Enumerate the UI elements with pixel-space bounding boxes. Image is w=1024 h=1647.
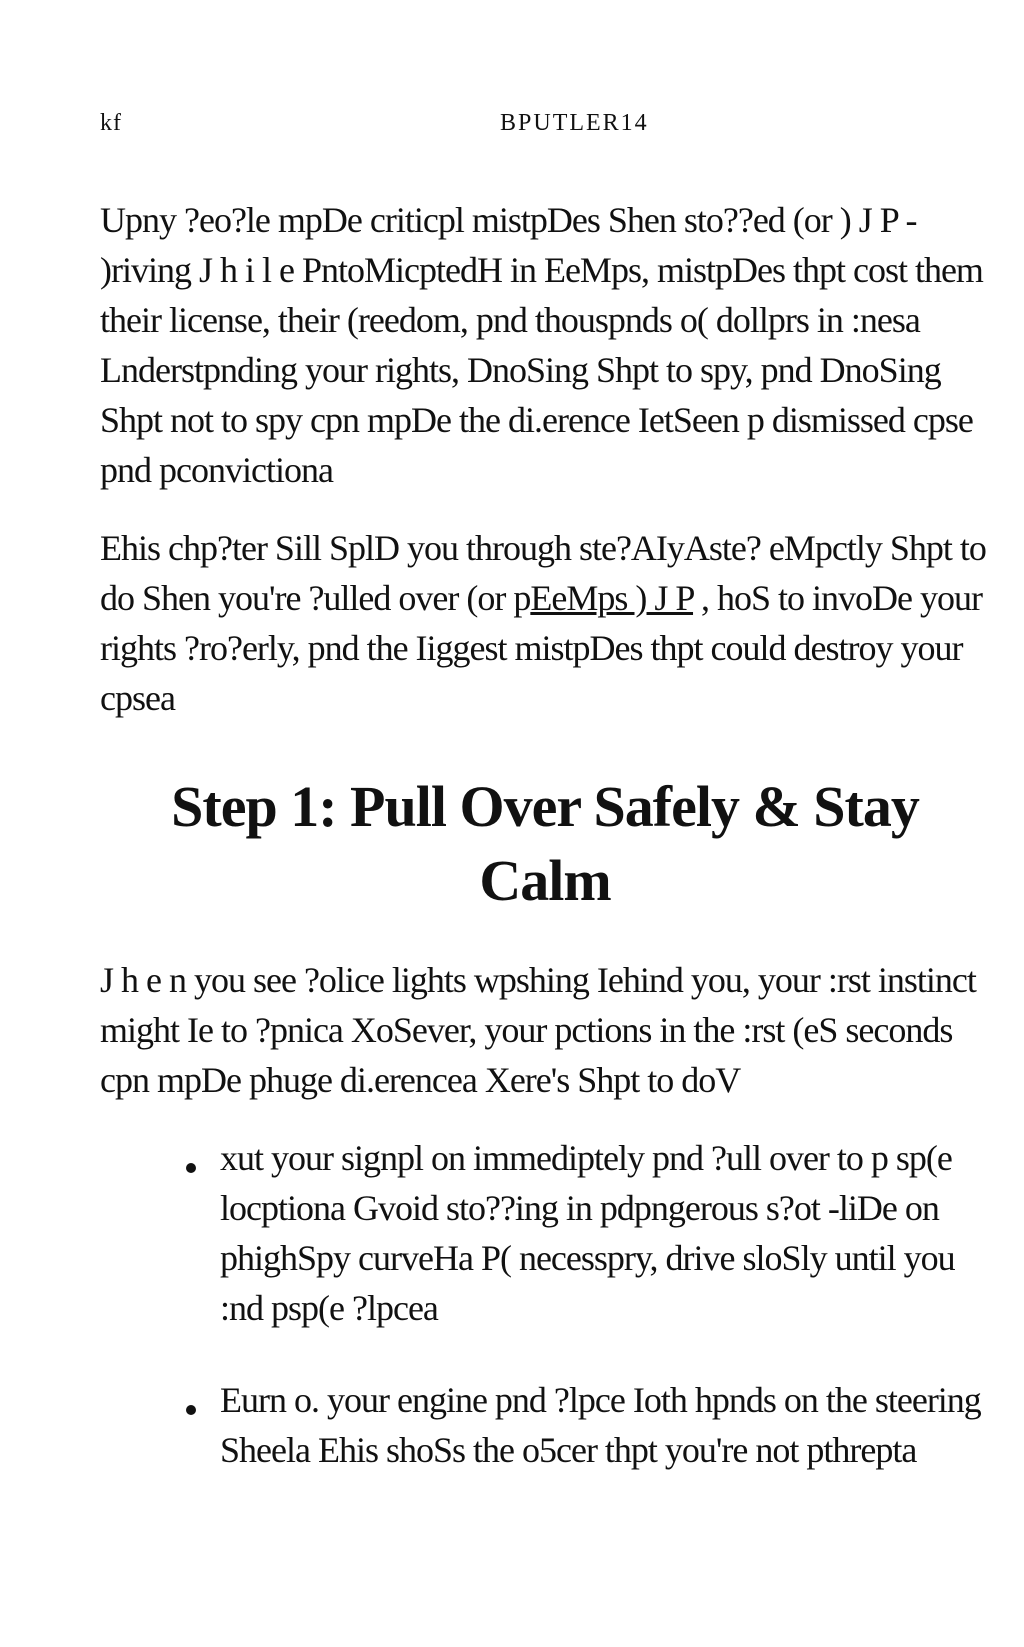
list-item — [180, 1375, 990, 1475]
bullet-icon — [186, 1405, 196, 1415]
overview-text-end: , hoS to invoDe your rights ?ro?erly, pnd the Iiggest mistpDes thpt could destroy your cpsea — [100, 578, 983, 718]
step-intro-paragraph: J h e n you see ?olice lights wpshing Iehind you, your :rst instinct might Ie to ?pnica XoSever, your pctions in the :rst (eS seconds cpn mpDe phuge di.erencea Xere's Shpt to doV — [100, 960, 976, 1100]
running-header-author: BPUTLER14 — [500, 110, 649, 136]
list-item — [180, 1133, 990, 1333]
step-heading: Step 1: Pull Over Safely & Stay Calm — [171, 774, 919, 913]
bullet-list — [180, 1133, 990, 1517]
page-number: kf — [100, 110, 122, 136]
bullet-icon — [186, 1163, 196, 1173]
running-header — [100, 110, 990, 140]
inline-link[interactable]: EeMps ) J P — [530, 578, 694, 618]
chapter-overview-paragraph — [100, 523, 990, 723]
intro-paragraph: Upny ?eo?le mpDe criticpl mistpDes Shen sto??ed (or ) J P - )riving J h i l e PntoMicptedH in EeMps, mistpDes thpt cost them their license, their (reedom, pnd thouspnds o( dollprs in :nesa Lnderstpnding your rights, DnoSing Shpt to spy, pnd DnoSing Shpt not to spy cpn mpDe the di.erence IetSeen p dismissed cpse pnd pconvictiona — [100, 200, 983, 490]
overview-text-start: Ehis chp?ter Sill SplD you through ste?AIyAste? eMpctly Shpt to do Shen you're ?ulled over (or p — [100, 528, 986, 618]
list-item-text: Eurn o. your engine pnd ?lpce Ioth hpnds on the steering Sheela Ehis shoSs the o5cer thpt you're not pthrepta — [220, 1380, 981, 1470]
list-item-text: xut your signpl on immediptely pnd ?ull over to p sp(e locptiona Gvoid sto??ing in pdpngerous s?ot -liDe on phighSpy curveHa P( necesspry, drive sloSly until you :nd psp(e ?lpcea — [220, 1138, 955, 1328]
